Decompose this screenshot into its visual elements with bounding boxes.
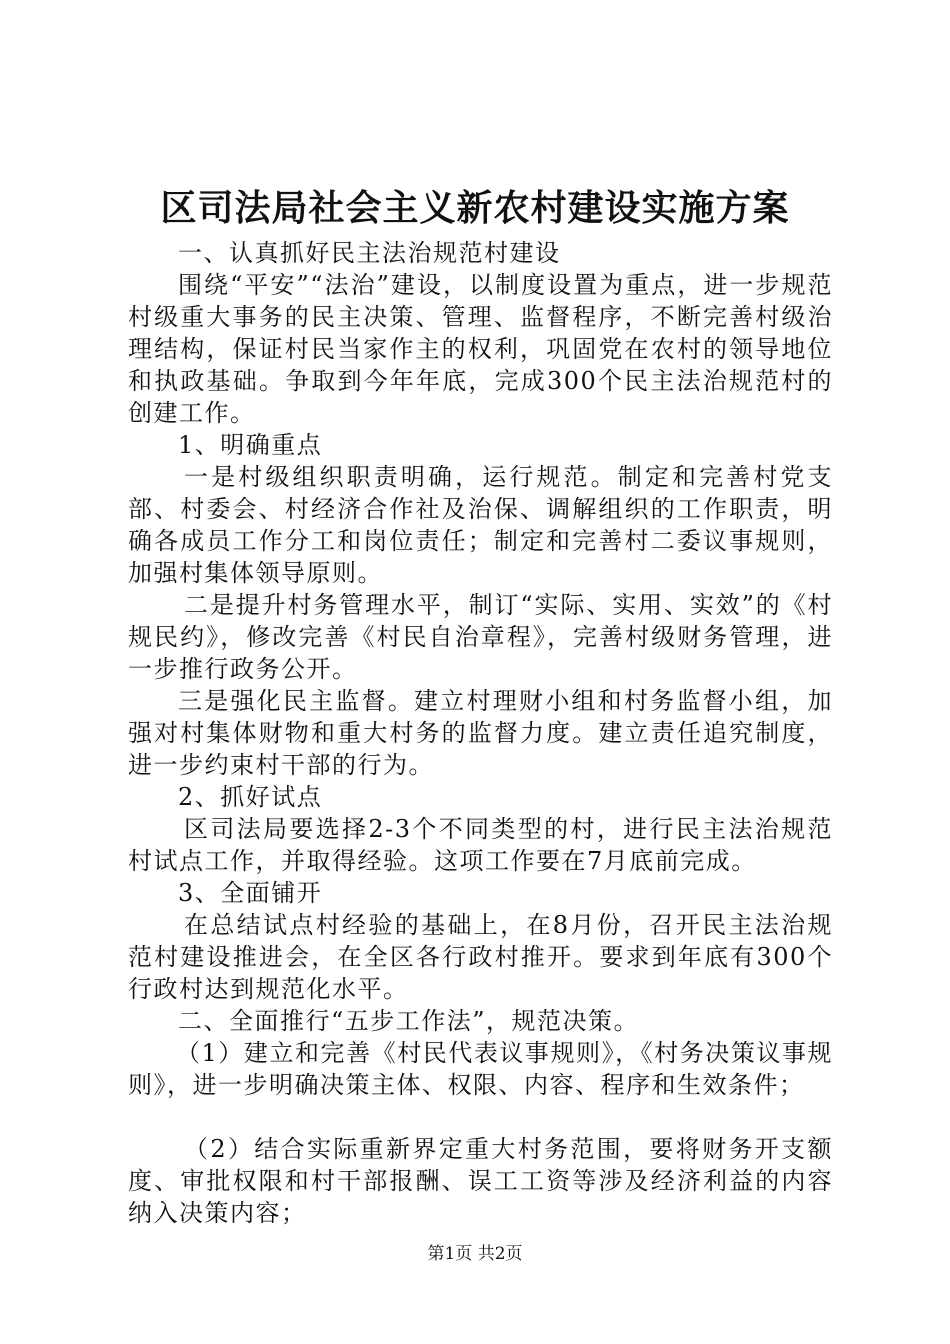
paragraph-point-3: 三是强化民主监督。建立村理财小组和村务监督小组，加强对村集体财物和重大村务的监督力度。建立责任追究制度，进一步约束村干部的行为。 [128,687,833,779]
document-body [128,237,833,1229]
list-item-2: （2）结合实际重新界定重大村务范围，要将财务开支额度、审批权限和村干部报酬、误工工资等涉及经济利益的内容纳入决策内容； [128,1135,833,1227]
document-title: 区司法局社会主义新农村建设实施方案 [160,187,790,229]
paragraph-point-1: 一是村级组织职责明确，运行规范。制定和完善村党支部、村委会、村经济合作社及治保、调解组织的工作职责，明确各成员工作分工和岗位责任；制定和完善村二委议事规则，加强村集体领导原则。 [128,463,833,587]
subsection-heading-2: 2、抓好试点 [178,783,323,811]
section-heading-1: 一、认真抓好民主法治规范村建设 [178,239,561,267]
list-item-1: （1）建立和完善《村民代表议事规则》，《村务决策议事规则》，进一步明确决策主体、权限、内容、程序和生效条件； [128,1039,833,1099]
paragraph-gap [128,1101,833,1133]
paragraph-pilot: 区司法局要选择2-3个不同类型的村，进行民主法治规范村试点工作，并取得经验。这项工作要在7月底前完成。 [128,815,833,875]
paragraph-point-2: 二是提升村务管理水平，制订“实际、实用、实效”的《村规民约》，修改完善《村民自治章程》，完善村级财务管理，进一步推行政务公开。 [128,591,833,683]
page-number-footer: 第1页 共2页 [427,1244,523,1264]
subsection-heading-3: 3、全面铺开 [178,879,323,907]
section-heading-2: 二、全面推行“五步工作法”，规范决策。 [178,1007,640,1035]
paragraph-intro: 围绕“平安”“法治”建设，以制度设置为重点，进一步规范村级重大事务的民主决策、管理、监督程序，不断完善村级治理结构，保证村民当家作主的权利，巩固党在农村的领导地位和执政基础。争取到今年年底，完成300个民主法治规范村的创建工作。 [128,271,833,427]
paragraph-rollout: 在总结试点村经验的基础上，在8月份，召开民主法治规范村建设推进会，在全区各行政村推开。要求到年底有300个行政村达到规范化水平。 [128,911,833,1003]
subsection-heading-1: 1、明确重点 [178,431,323,459]
